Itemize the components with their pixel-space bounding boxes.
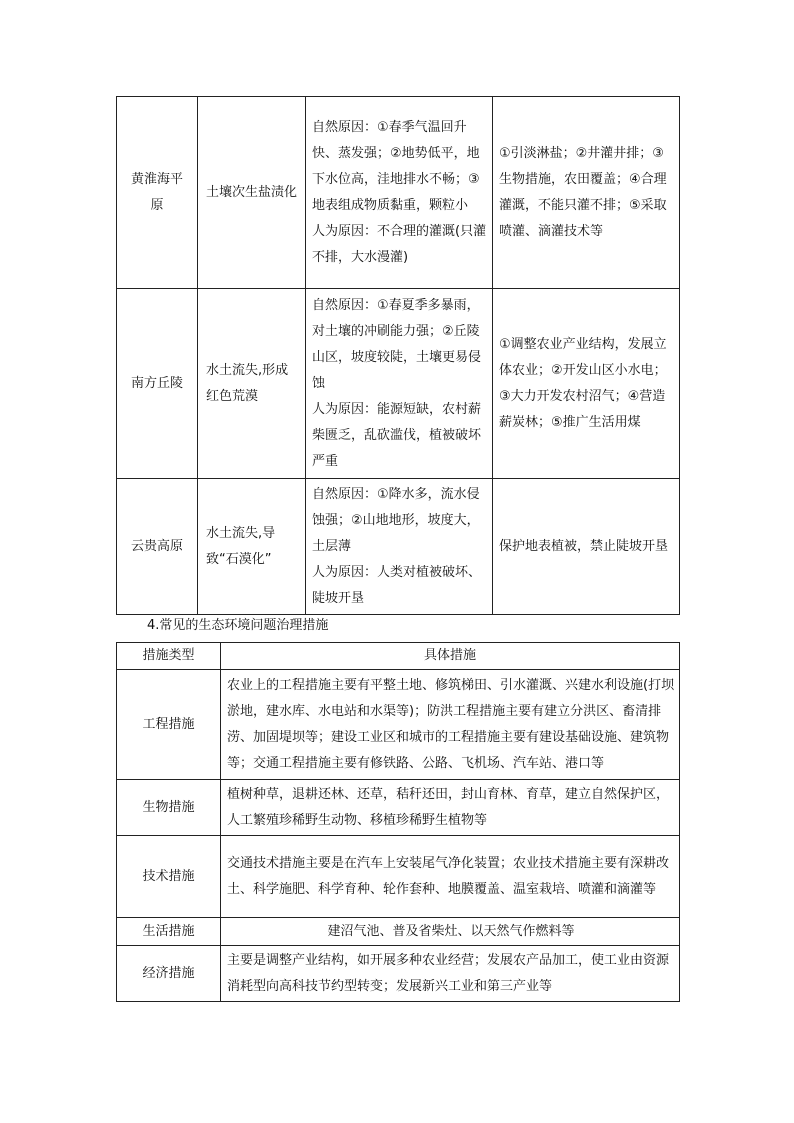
measure-type-cell: 生活措施 [117, 918, 221, 946]
causes-cell: 自然原因：①春夏季多暴雨，对土壤的冲刷能力强；②丘陵山区，坡度较陡，土壤更易侵蚀 人为原因：能源短缺，农村薪柴匮乏，乱砍滥伐，植被破坏严重 [306, 289, 493, 479]
table-row [117, 918, 680, 946]
regional-problems-table [116, 96, 680, 615]
table-row [117, 780, 680, 836]
region-cell: 黄淮海平原 [117, 97, 198, 289]
problem-cell: 水土流失,导致“石漠化” [198, 479, 306, 615]
table-row [117, 670, 680, 780]
problem-cell: 土壤次生盐渍化 [198, 97, 306, 289]
header-detail: 具体措施 [221, 643, 680, 670]
governance-measures-table [116, 642, 680, 1002]
measures-cell: ①引淡淋盐；②井灌井排；③生物措施，农田覆盖；④合理灌溉，不能只灌不排；⑤采取喷灌、滴灌技术等 [493, 97, 680, 289]
causes-cell: 自然原因：①降水多，流水侵蚀强；②山地地形，坡度大，土层薄 人为原因：人类对植被破坏、陡坡开垦 [306, 479, 493, 615]
measure-type-cell: 技术措施 [117, 836, 221, 918]
measure-type-cell: 工程措施 [117, 670, 221, 780]
causes-cell: 自然原因：①春季气温回升快、蒸发强；②地势低平，地下水位高，洼地排水不畅；③地表组成物质黏重，颗粒小 人为原因：不合理的灌溉(只灌不排，大水漫灌) [306, 97, 493, 289]
measures-cell: ①调整农业产业结构，发展立体农业；②开发山区小水电；③大力开发农村沼气；④营造薪炭林；⑤推广生活用煤 [493, 289, 680, 479]
header-type: 措施类型 [117, 643, 221, 670]
region-cell: 云贵高原 [117, 479, 198, 615]
measure-detail-cell: 交通技术措施主要是在汽车上安装尾气净化装置；农业技术措施主要有深耕改土、科学施肥、科学育种、轮作套种、地膜覆盖、温室栽培、喷灌和滴灌等 [221, 836, 680, 918]
table-row [117, 97, 680, 289]
measure-detail-cell: 农业上的工程措施主要有平整土地、修筑梯田、引水灌溉、兴建水利设施(打坝淤地，建水库、水电站和水渠等)；防洪工程措施主要有建立分洪区、畜清排涝、加固堤坝等；建设工业区和城市的工程措施主要有建设基础设施、建筑物等；交通工程措施主要有修铁路、公路、飞机场、汽车站、港口等 [221, 670, 680, 780]
measure-type-cell: 经济措施 [117, 946, 221, 1002]
measure-type-cell: 生物措施 [117, 780, 221, 836]
measure-detail-cell: 植树种草，退耕还林、还草，秸秆还田，封山育林、育草，建立自然保护区，人工繁殖珍稀野生动物、移植珍稀野生植物等 [221, 780, 680, 836]
measure-detail-cell: 建沼气池、普及省柴灶、以天然气作燃料等 [221, 918, 680, 946]
table-header-row [117, 643, 680, 670]
table-row [117, 479, 680, 615]
measure-detail-cell: 主要是调整产业结构，如开展多种农业经营；发展农产品加工，使工业由资源消耗型向高科技节约型转变；发展新兴工业和第三产业等 [221, 946, 680, 1002]
region-cell: 南方丘陵 [117, 289, 198, 479]
table-row [117, 289, 680, 479]
measures-cell: 保护地表植被，禁止陡坡开垦 [493, 479, 680, 615]
table-row [117, 946, 680, 1002]
section-title: 4.常见的生态环境问题治理措施 [147, 618, 329, 633]
problem-cell: 水土流失,形成红色荒漠 [198, 289, 306, 479]
table-row [117, 836, 680, 918]
